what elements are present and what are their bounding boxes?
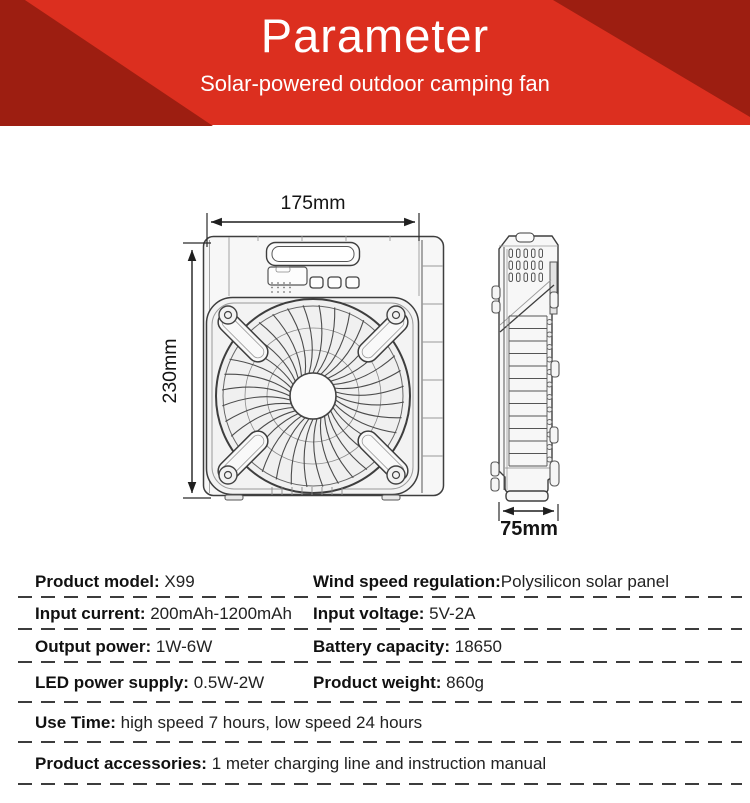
spec-label: Product model: (35, 571, 160, 591)
spec-cell (310, 572, 742, 592)
display-window (268, 267, 307, 285)
depth-label: 75mm (500, 518, 558, 540)
spec-row-power (18, 630, 742, 663)
button-2 (328, 277, 341, 288)
spec-cell (310, 604, 742, 624)
spec-cell (310, 673, 742, 693)
spec-cell (18, 572, 310, 592)
spec-label: Battery capacity: (313, 636, 451, 656)
height-label: 230mm (159, 338, 181, 404)
spec-cell (18, 754, 546, 774)
side-top-latch (516, 233, 534, 242)
spec-row-usetime (18, 703, 742, 743)
spec-cell (310, 637, 742, 657)
spec-label: Input voltage: (313, 604, 425, 623)
spec-value: X99 (159, 571, 195, 591)
spec-value: Polysilicon solar panel (500, 571, 669, 591)
dimension-depth (499, 502, 558, 540)
front-view-drawing (204, 236, 444, 500)
spec-cell (18, 604, 310, 624)
spec-label: Output power: (35, 636, 152, 656)
spec-row-current (18, 598, 742, 630)
spec-value: 1W-6W (151, 636, 213, 656)
front-foot-right (382, 495, 400, 500)
control-buttons (310, 277, 359, 288)
spec-label: Input current: (35, 604, 146, 623)
button-1 (310, 277, 323, 288)
spec-value: 5V-2A (424, 604, 476, 623)
product-technical-drawing (0, 160, 750, 560)
spec-label: LED power supply: (35, 673, 189, 692)
front-foot-left (225, 495, 243, 500)
spec-value: 200mAh-1200mAh (145, 604, 292, 623)
page-subtitle: Solar-powered outdoor camping fan (200, 71, 550, 96)
spec-label: Product accessories: (35, 754, 207, 773)
side-foot (506, 491, 548, 501)
spec-value: 860g (441, 673, 484, 692)
spec-value: high speed 7 hours, low speed 24 hours (115, 713, 423, 732)
spec-label: Product weight: (313, 673, 442, 692)
spec-row-accessories (18, 743, 742, 785)
handle-slot-inner (272, 247, 354, 262)
spec-row-led (18, 663, 742, 703)
page-title: Parameter (260, 9, 490, 62)
fan-hub (290, 373, 336, 419)
spec-value: 0.5W-2W (188, 673, 265, 692)
spec-row-model (18, 565, 742, 598)
spec-label: Use Time: (35, 713, 116, 732)
side-view-drawing (491, 233, 559, 501)
spec-cell (18, 637, 310, 657)
spec-value: 18650 (450, 636, 503, 656)
banner (0, 0, 750, 125)
spec-table (18, 565, 742, 785)
width-label: 175mm (280, 192, 346, 214)
spec-cell (18, 713, 422, 733)
spec-value: 1 meter charging line and instruction manual (206, 754, 547, 773)
button-3 (346, 277, 359, 288)
spec-cell (18, 673, 310, 693)
spec-label: Wind speed regulation: (313, 571, 501, 591)
